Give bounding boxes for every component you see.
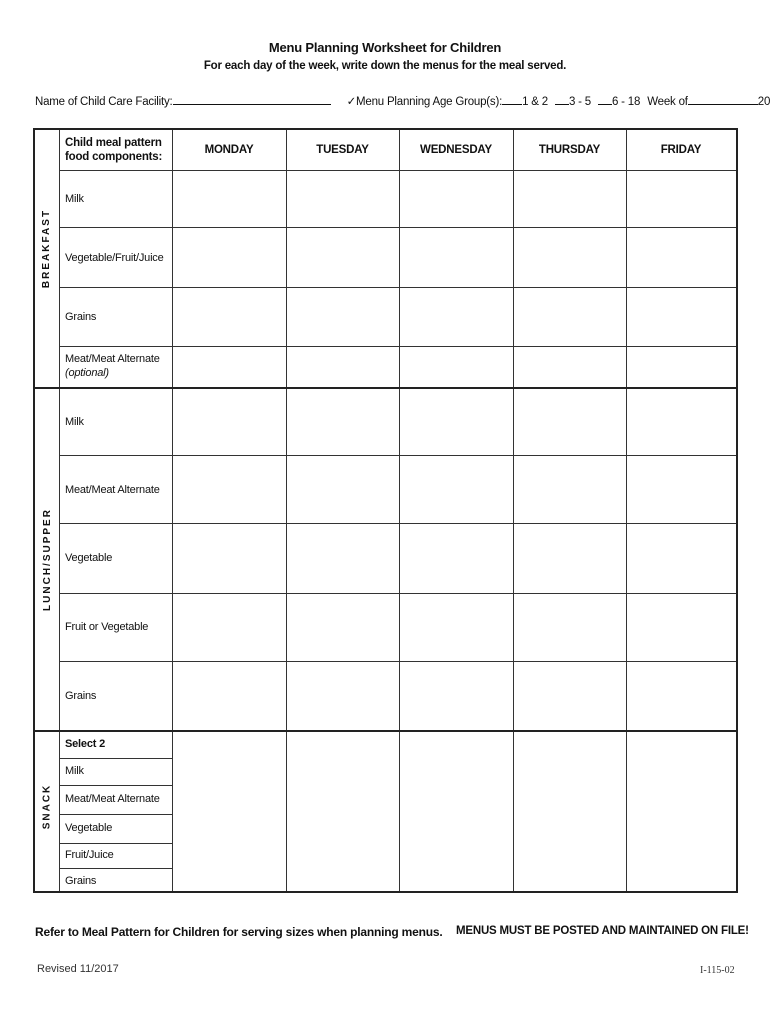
row-divider <box>59 758 172 759</box>
year-prefix: 20 <box>757 96 770 108</box>
day-header-wednesday: WEDNESDAY <box>420 144 492 156</box>
component-header: Child meal pattern food components: <box>65 137 163 163</box>
week-of-field[interactable] <box>688 94 758 105</box>
age-2-checkbox-field[interactable] <box>555 94 569 105</box>
row-divider <box>59 523 736 524</box>
info-line <box>35 94 770 108</box>
snack-milk-label: Milk <box>65 765 84 777</box>
age-3-checkbox-field[interactable] <box>598 94 612 105</box>
tuesday-divider <box>399 130 400 891</box>
row-divider <box>59 346 736 347</box>
snack-grains-label: Grains <box>65 875 97 887</box>
breakfast-section-label: BREAKFAST <box>41 208 53 289</box>
breakfast-milk-label: Milk <box>65 193 84 205</box>
row-divider <box>59 593 736 594</box>
revision-date: Revised 11/2017 <box>37 963 119 975</box>
lunch-grains-label: Grains <box>65 690 97 702</box>
snack-meat-alternate-label: Meat/Meat Alternate <box>65 793 160 805</box>
breakfast-lunch-divider <box>35 387 736 389</box>
lunch-vegetable-label: Vegetable <box>65 552 113 564</box>
day-header-thursday: THURSDAY <box>538 144 601 156</box>
row-divider <box>59 455 736 456</box>
row-divider <box>59 785 172 786</box>
lunch-section-label: LUNCH/SUPPER <box>41 508 53 611</box>
breakfast-meat-alternate-label: Meat/Meat Alternate (optional) <box>65 353 160 379</box>
age-3-label: 6 - 18 <box>611 96 641 108</box>
lunch-snack-divider <box>35 730 736 732</box>
facility-label: Name of Child Care Facility: <box>35 96 173 108</box>
age-group-label: ✓Menu Planning Age Group(s): <box>346 96 503 108</box>
row-divider <box>59 868 172 869</box>
lunch-meat-alternate-label: Meat/Meat Alternate <box>65 484 160 496</box>
snack-section-label: SNACK <box>41 783 53 830</box>
age-1-label: 1 & 2 <box>522 96 548 108</box>
row-divider <box>59 843 172 844</box>
day-header-monday: MONDAY <box>204 144 254 156</box>
breakfast-vegetable-fruit-juice-label: Vegetable/Fruit/Juice <box>65 252 164 264</box>
age-1-checkbox-field[interactable] <box>502 94 522 105</box>
header-divider <box>59 170 736 171</box>
snack-select-label: Select 2 <box>65 738 105 750</box>
row-divider <box>59 814 172 815</box>
monday-divider <box>286 130 287 891</box>
snack-fruit-juice-label: Fruit/Juice <box>65 849 114 861</box>
component-column-divider <box>172 130 173 891</box>
breakfast-grains-label: Grains <box>65 311 97 323</box>
age-2-label: 3 - 5 <box>568 96 591 108</box>
page-title: Menu Planning Worksheet for Children <box>268 40 502 55</box>
page-subtitle: For each day of the week, write down the menus for the meal served. <box>203 60 567 72</box>
snack-vegetable-label: Vegetable <box>65 822 113 834</box>
row-divider <box>59 227 736 228</box>
facility-name-field[interactable] <box>173 94 331 105</box>
day-header-tuesday: TUESDAY <box>316 144 369 156</box>
day-header-friday: FRIDAY <box>660 144 702 156</box>
side-label-divider <box>59 130 60 891</box>
lunch-milk-label: Milk <box>65 416 84 428</box>
serving-size-note: Refer to Meal Pattern for Children for serving sizes when planning menus. <box>35 925 443 939</box>
menu-table <box>33 128 738 893</box>
lunch-fruit-or-vegetable-label: Fruit or Vegetable <box>65 621 149 633</box>
row-divider <box>59 661 736 662</box>
posting-requirement-note: MENUS MUST BE POSTED AND MAINTAINED ON FILE! <box>456 925 749 937</box>
form-number: I-115-02 <box>700 965 735 976</box>
thursday-divider <box>626 130 627 891</box>
wednesday-divider <box>513 130 514 891</box>
week-of-label: Week of <box>647 96 688 108</box>
row-divider <box>59 287 736 288</box>
